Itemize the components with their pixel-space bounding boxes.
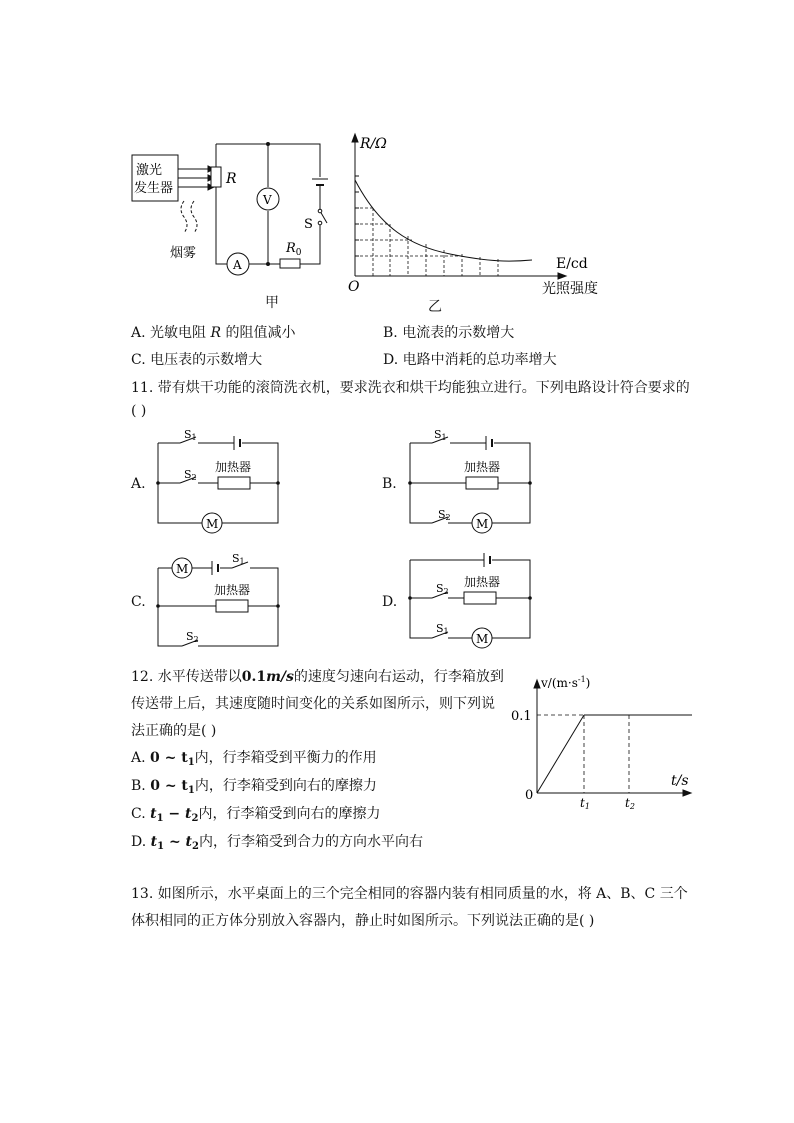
resistance-curve (355, 180, 532, 261)
q10-circuit-figure (120, 135, 340, 310)
svg-text:S2: S2 (184, 468, 197, 482)
graph-x-name: 光照强度 (542, 281, 598, 297)
heater-icon (218, 477, 250, 489)
q12-option-d: D. $t_1$ ~ $t_2$内，行李箱受到合力的方向水平向右 (131, 834, 423, 852)
svg-text:S1: S1 (436, 622, 449, 636)
r0-label: $R_0$ (286, 241, 302, 258)
voltmeter-label: V (263, 193, 272, 207)
caption-jia: 甲 (265, 295, 279, 311)
svg-text:S2: S2 (438, 508, 451, 522)
q10-resistance-graph (340, 128, 620, 303)
graph-r-ylabel: R/Ω (360, 136, 387, 152)
laser-beams (178, 166, 214, 190)
q10-option-b: B. 电流表的示数增大 (383, 325, 515, 341)
svg-text:M: M (206, 517, 219, 531)
q11-circuit-d (402, 548, 542, 653)
q13-stem-line1: 13. 如图所示，水平桌面上的三个完全相同的容器内装有相同质量的水，将 A、B、C 三个 (131, 886, 688, 902)
heater-icon (216, 600, 248, 612)
svg-text:S2: S2 (436, 582, 449, 596)
graph-v-origin: 0 (525, 788, 534, 803)
battery-icon (312, 179, 328, 195)
svg-text:加热器: 加热器 (214, 583, 251, 597)
graph-origin: O (348, 279, 360, 295)
svg-text:加热器: 加热器 (215, 460, 252, 474)
q11-circuit-c (150, 548, 290, 653)
laser-label-line2: 发生器 (134, 181, 174, 196)
q12-velocity-graph (505, 668, 705, 813)
smoke-label: 烟雾 (170, 246, 197, 261)
q12-option-a: A. 0 ~ $t_1$内，行李箱受到平衡力的作用 (131, 750, 377, 768)
graph-v-ytick: 0.1 (511, 709, 532, 724)
q10-option-d: D. 电路中消耗的总功率增大 (383, 352, 557, 368)
r-label: R (226, 171, 237, 187)
q11-circuit-a (150, 425, 290, 535)
photoresistor-icon (211, 167, 221, 187)
switch-s-label: S (304, 217, 313, 232)
q12-stem-line1: 12. 水平传送带以0.1m/s的速度匀速向右运动，行李箱放到 (131, 669, 504, 685)
svg-text:S2: S2 (186, 630, 199, 644)
svg-text:M: M (476, 632, 489, 646)
caption-yi: 乙 (428, 299, 442, 315)
q12-option-c: C. $t_1 - t_2$内，行李箱受到向右的摩擦力 (131, 806, 381, 824)
q11-option-b-label: B. (382, 476, 397, 492)
heater-icon (466, 477, 498, 489)
r0-resistor-icon (280, 259, 300, 268)
q12-option-b: B. 0 ~ $t_1$内，行李箱受到向右的摩擦力 (131, 778, 377, 796)
q11-circuit-b (402, 425, 542, 535)
laser-label-line1: 激光 (136, 163, 163, 178)
svg-text:S1: S1 (184, 428, 197, 442)
graph-v-ylabel: $v/(m\cdot s^{-1})$ (541, 675, 591, 690)
q10-option-a: A. 光敏电阻 R 的阻值减小 (131, 325, 296, 341)
svg-text:S1: S1 (232, 552, 245, 566)
q11-stem-line2: ( ) (131, 403, 147, 419)
q11-stem-line1: 11. 带有烘干功能的滚筒洗衣机，要求洗衣和烘干均能独立进行。下列电路设计符合要求的 (131, 380, 690, 396)
graph-t1-tick: t1 (580, 796, 590, 811)
q11-option-a-label: A. (131, 476, 146, 492)
svg-text:加热器: 加热器 (464, 575, 501, 589)
ammeter-label: A (233, 258, 242, 272)
svg-text:S1: S1 (434, 428, 447, 442)
smoke-icon (181, 201, 197, 233)
velocity-ramp (537, 715, 584, 793)
svg-text:M: M (476, 517, 489, 531)
svg-text:加热器: 加热器 (464, 460, 501, 474)
graph-e-xlabel: E/cd (556, 256, 588, 272)
q12-stem-line2: 传送带上后，其速度随时间变化的关系如图所示，则下列说 (131, 696, 495, 712)
q13-stem-line2: 体积相同的正方体分别放入容器内，静止时如图所示。下列说法正确的是( ) (131, 913, 595, 929)
q10-option-c: C. 电压表的示数增大 (131, 352, 263, 368)
graph-t2-tick: t2 (625, 796, 635, 811)
q12-stem-line3: 法正确的是( ) (131, 723, 217, 739)
q11-option-c-label: C. (131, 594, 146, 610)
graph-t-xlabel: t/s (671, 773, 689, 789)
heater-icon (464, 592, 496, 604)
q11-option-d-label: D. (382, 594, 398, 610)
svg-text:M: M (176, 562, 189, 576)
